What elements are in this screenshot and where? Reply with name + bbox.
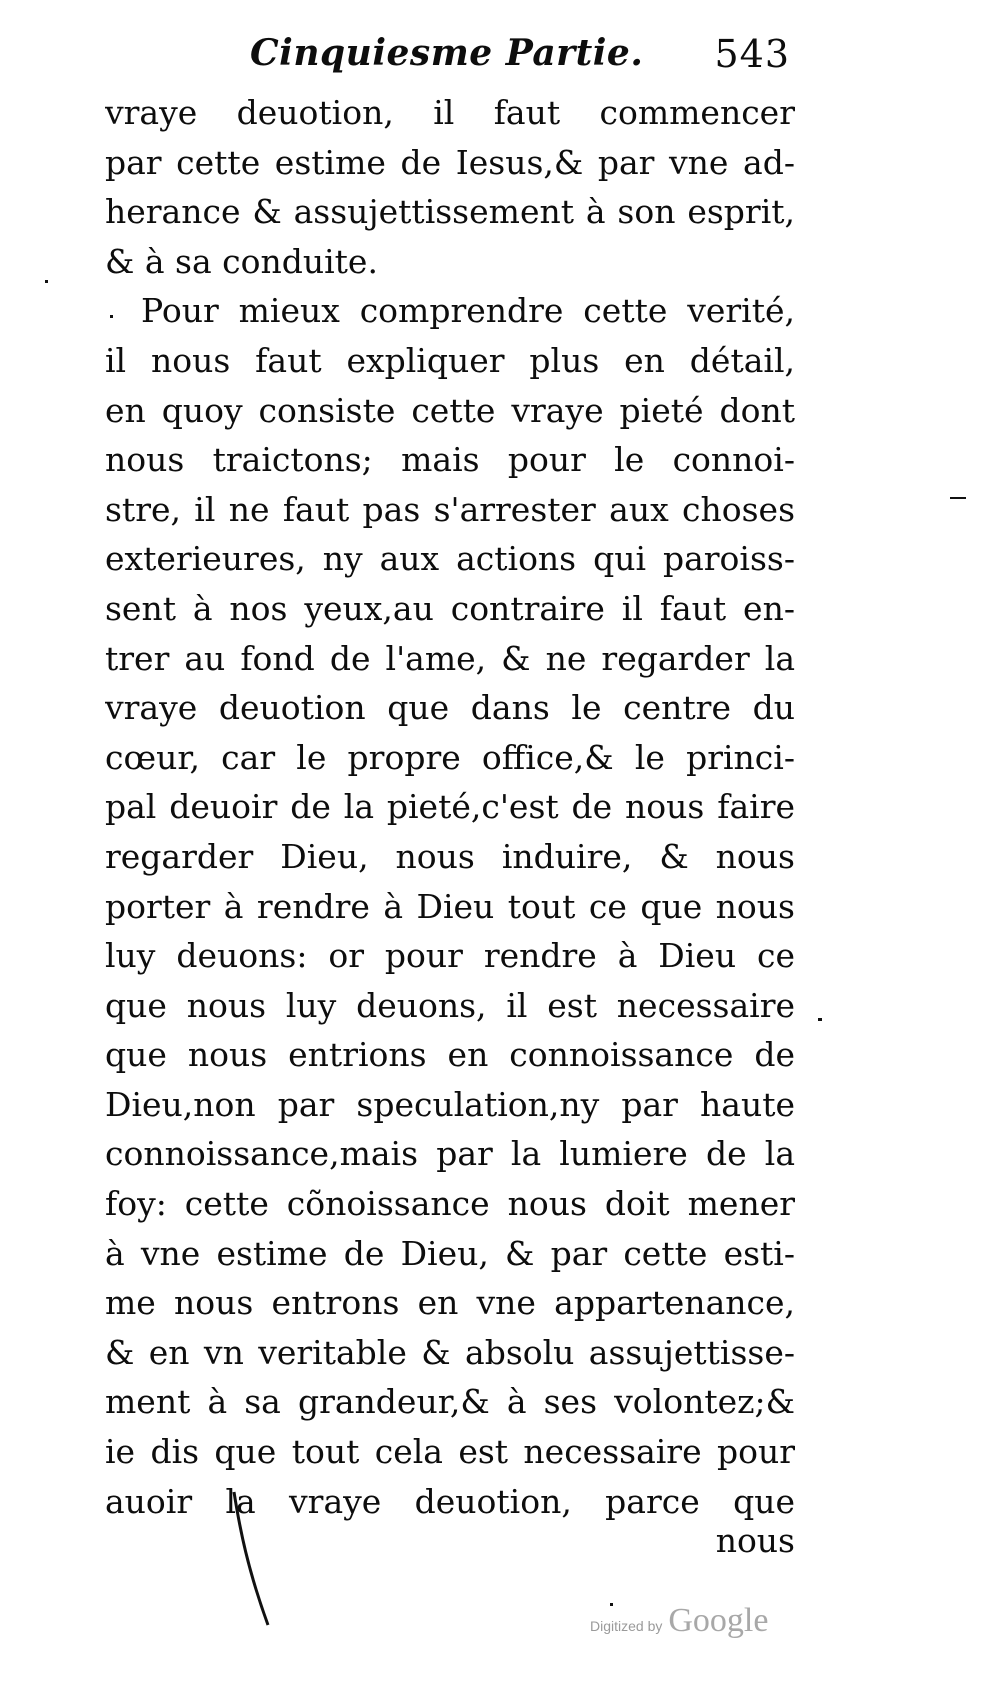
text-line: herance & assujettissement à son esprit, xyxy=(105,192,795,232)
text-line: par cette estime de Iesus,& par vne ad- xyxy=(105,142,795,182)
text-line: me nous entrons en vne appartenance, xyxy=(105,1283,795,1323)
text-line: cœur, car le propre office,& le princi- xyxy=(105,737,795,777)
text-line: ment à sa grandeur,& à ses volontez;& xyxy=(105,1382,795,1422)
running-title: Cinquiesme Partie. xyxy=(250,32,644,74)
text-line: vraye deuotion, il faut commencer xyxy=(105,93,795,132)
scan-speck xyxy=(110,315,113,318)
text-line: que nous luy deuons, il est necessaire xyxy=(105,985,795,1025)
text-line: & en vn veritable & absolu assujettisse- xyxy=(105,1332,795,1372)
text-line: que nous entrions en connoissance de xyxy=(105,1035,795,1075)
text-line: pal deuoir de la pieté,c'est de nous faire xyxy=(105,787,795,827)
text-line: luy deuons: or pour rendre à Dieu ce xyxy=(105,936,795,976)
digitized-by-google-watermark xyxy=(590,1600,768,1640)
text-line: vraye deuotion que dans le centre du xyxy=(105,688,795,728)
text-line: sent à nos yeux,au contraire il faut en- xyxy=(105,588,795,628)
body-text xyxy=(105,88,795,1526)
text-line: exterieures, ny aux actions qui paroiss- xyxy=(105,539,795,579)
google-logo: Google xyxy=(668,1602,769,1639)
scan-ink-stroke xyxy=(230,1490,280,1630)
text-line: regarder Dieu, nous induire, & nous xyxy=(105,836,795,876)
scan-speck xyxy=(45,280,48,283)
text-line: à vne estime de Dieu, & par cette esti- xyxy=(105,1233,795,1273)
page-header xyxy=(250,32,790,82)
text-line: nous traictons; mais pour le connoi- xyxy=(105,440,795,480)
catchword: nous xyxy=(715,1521,795,1560)
text-line: connoissance,mais par la lumiere de la xyxy=(105,1134,795,1174)
text-line: trer au fond de l'ame, & ne regarder la xyxy=(105,638,795,678)
text-line: foy: cette cõnoissance nous doit mener xyxy=(105,1184,795,1224)
watermark-prefix: Digitized by xyxy=(590,1618,663,1634)
scan-speck xyxy=(950,497,966,499)
paragraph-start-line: Pour mieux comprendre cette verité, xyxy=(141,291,795,331)
text-line: porter à rendre à Dieu tout ce que nous xyxy=(105,886,795,926)
text-line: stre, il ne faut pas s'arrester aux choses xyxy=(105,489,795,529)
text-line: il nous faut expliquer plus en détail, xyxy=(105,340,795,380)
scan-speck xyxy=(818,1018,822,1021)
text-line: en quoy consiste cette vraye pieté dont xyxy=(105,390,795,430)
text-line: ie dis que tout cela est necessaire pour xyxy=(105,1432,795,1472)
text-line: & à sa conduite. xyxy=(105,241,378,281)
page-number: 543 xyxy=(714,32,790,76)
text-line: Dieu,non par speculation,ny par haute xyxy=(105,1084,795,1124)
text-line: auoir la vraye deuotion, parce que xyxy=(105,1481,795,1521)
